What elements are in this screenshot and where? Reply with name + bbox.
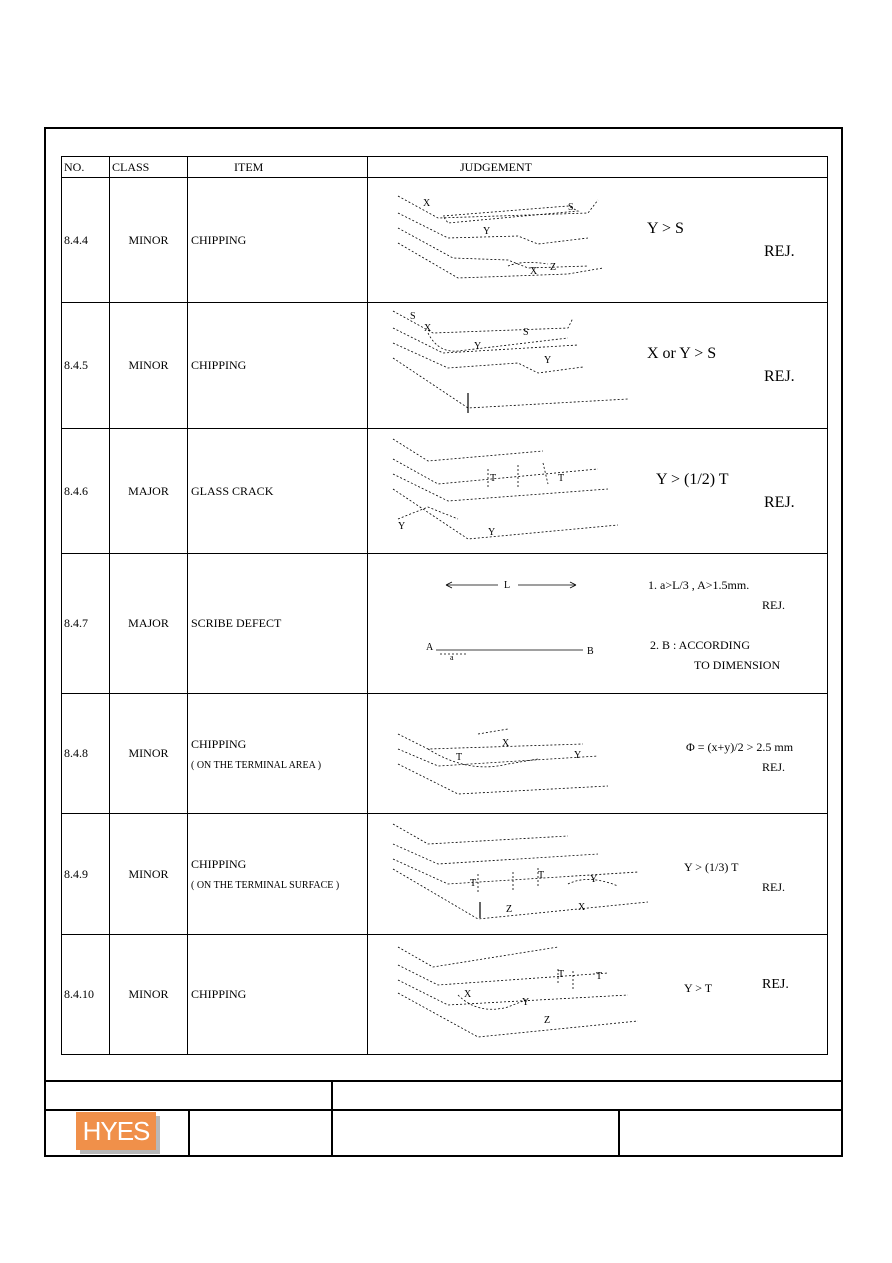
diagram-label: X [464, 989, 472, 1000]
row-judgement [368, 694, 828, 814]
row-item: CHIPPING [188, 303, 368, 429]
row-judgement [368, 303, 828, 429]
row-class: MINOR [110, 694, 188, 814]
row-judgement [368, 429, 828, 554]
diagram-label: X [530, 266, 538, 277]
diagram-label: Z [506, 904, 513, 915]
row-judgement [368, 935, 828, 1055]
result-text: REJ. [764, 494, 795, 511]
row-item: CHIPPING ( ON THE TERMINAL SURFACE ) [188, 814, 368, 935]
table-row [62, 935, 828, 1055]
criteria-text: Y > T [684, 981, 713, 995]
result-text: REJ. [764, 368, 795, 385]
header-judgement: JUDGEMENT [368, 157, 828, 178]
row-judgement [368, 814, 828, 935]
row-judgement [368, 554, 828, 694]
diagram-label: S [410, 311, 416, 322]
row-item: CHIPPING [188, 178, 368, 303]
diagram-label: B [587, 646, 594, 657]
row-no: 8.4.6 [62, 429, 110, 554]
logo-text: HYES [76, 1112, 156, 1150]
company-logo [76, 1112, 160, 1154]
diagram-label: Z [544, 1015, 551, 1026]
diagram-label: T [456, 752, 463, 763]
table-header [62, 157, 828, 178]
row-class: MAJOR [110, 554, 188, 694]
diagram-label: X [424, 323, 432, 334]
result-text: REJ. [764, 243, 795, 260]
diagram-label: Y [483, 226, 491, 237]
diagram-label: L [504, 580, 511, 591]
criteria-text: Y > (1/2) T [656, 471, 729, 488]
row-no: 8.4.9 [62, 814, 110, 935]
row-item: GLASS CRACK [188, 429, 368, 554]
result-text: REJ. [762, 977, 789, 992]
result-text: REJ. [762, 598, 786, 612]
diagram-label: S [568, 202, 574, 213]
scribe-defect-diagram [368, 554, 828, 694]
diagram-label: Y [488, 527, 496, 538]
table-row [62, 303, 828, 429]
diagram-label: Z [550, 262, 557, 273]
table-row [62, 694, 828, 814]
diagram-label: A [426, 642, 434, 653]
row-judgement [368, 178, 828, 303]
diagram-label: T [470, 878, 477, 889]
criteria-text: Y > (1/3) T [684, 860, 739, 874]
diagram-label: X [578, 902, 586, 913]
diagram-label: T [558, 969, 565, 980]
terminal-surface-diagram [368, 814, 828, 935]
row-no: 8.4.10 [62, 935, 110, 1055]
header-no: NO. [62, 157, 110, 178]
diagram-label: Y [398, 521, 406, 532]
row-class: MINOR [110, 814, 188, 935]
diagram-label: S [523, 327, 529, 338]
item-note: ( ON THE TERMINAL SURFACE ) [191, 880, 340, 891]
diagram-label: T [538, 870, 545, 881]
diagram-label: X [502, 738, 510, 749]
diagram-label: Y [590, 874, 598, 885]
criteria-text: 1. a>L/3 , A>1.5mm. [648, 578, 750, 592]
table-row [62, 429, 828, 554]
criteria-text: Φ = (x+y)/2 > 2.5 mm [686, 740, 794, 754]
item-note: ( ON THE TERMINAL AREA ) [191, 759, 322, 771]
criteria-text-2: 2. B : ACCORDING [650, 638, 751, 652]
row-item: SCRIBE DEFECT [188, 554, 368, 694]
diagram-label: Y [474, 341, 482, 352]
row-no: 8.4.4 [62, 178, 110, 303]
row-no: 8.4.5 [62, 303, 110, 429]
glass-crack-diagram [368, 429, 828, 554]
diagram-label: X [423, 198, 431, 209]
table-row [62, 178, 828, 303]
diagram-label: Y [544, 355, 552, 366]
row-no: 8.4.8 [62, 694, 110, 814]
header-item: ITEM [188, 157, 368, 178]
diagram-label: Y [574, 750, 582, 761]
chipping-diagram [368, 178, 828, 303]
criteria-text: Y > S [647, 220, 684, 237]
row-class: MINOR [110, 303, 188, 429]
diagram-label: T [596, 971, 603, 982]
inspection-table [61, 156, 828, 1055]
row-no: 8.4.7 [62, 554, 110, 694]
diagram-label: T [490, 473, 497, 484]
criteria-text: X or Y > S [647, 345, 717, 362]
chipping-diagram [368, 303, 828, 429]
criteria-text-3: TO DIMENSION [694, 658, 781, 672]
row-class: MAJOR [110, 429, 188, 554]
table-row [62, 814, 828, 935]
diagram-label: a [450, 653, 454, 662]
result-text: REJ. [762, 880, 786, 894]
footer-title-block [44, 1080, 843, 1157]
row-item: CHIPPING [188, 935, 368, 1055]
diagram-label: T [558, 473, 565, 484]
table-row [62, 554, 828, 694]
row-class: MINOR [110, 935, 188, 1055]
row-class: MINOR [110, 178, 188, 303]
edge-chipping-diagram [368, 935, 828, 1055]
result-text: REJ. [762, 760, 786, 774]
diagram-label: Y [522, 997, 530, 1008]
header-class: CLASS [110, 157, 188, 178]
row-item: CHIPPING ( ON THE TERMINAL AREA ) [188, 694, 368, 814]
